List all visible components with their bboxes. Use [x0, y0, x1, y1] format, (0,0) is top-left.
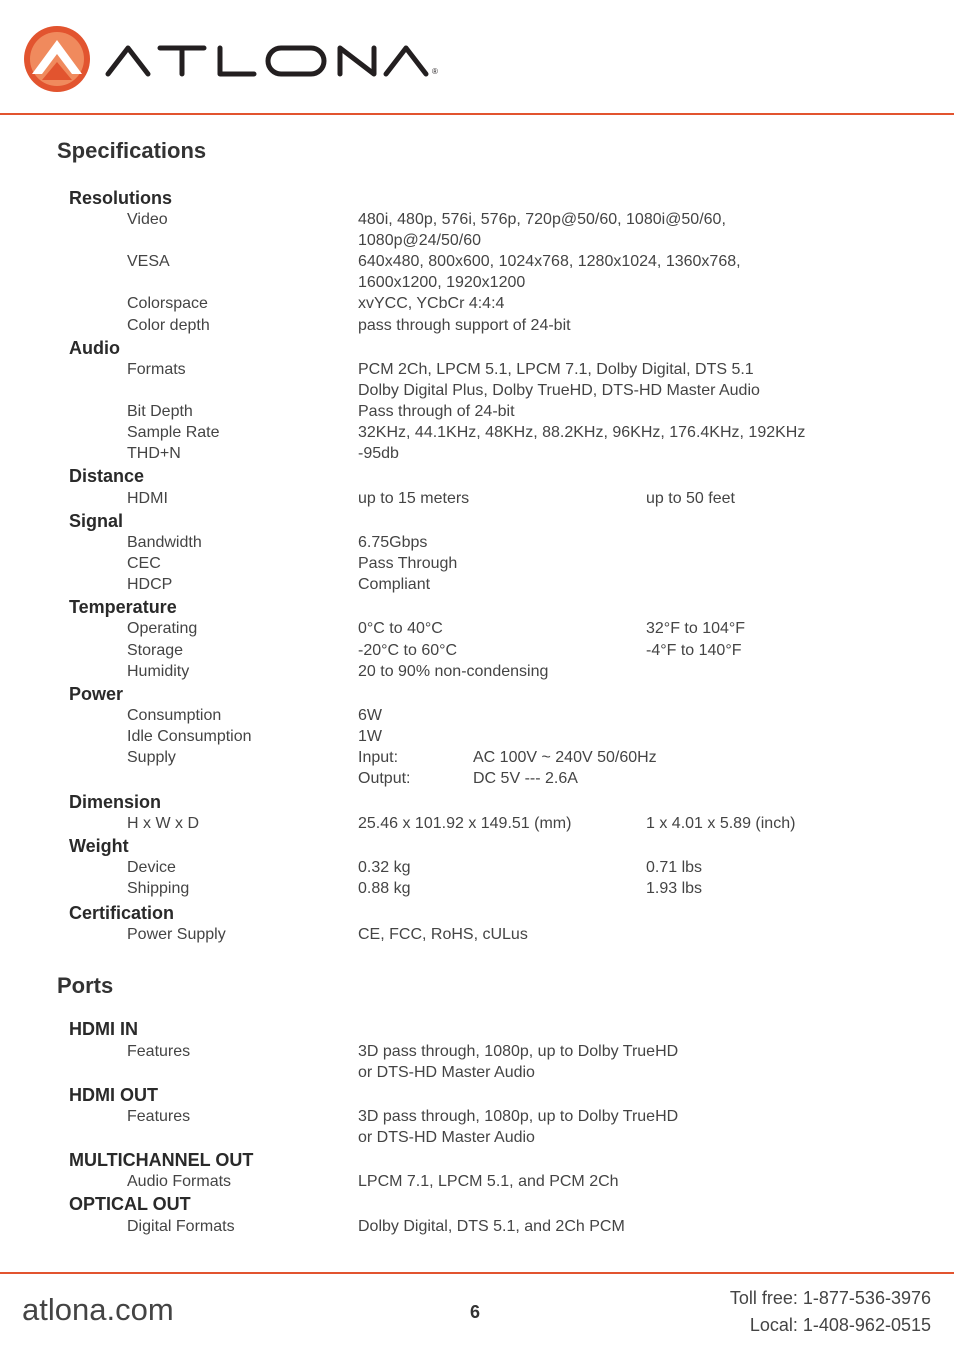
formats-label: Formats	[127, 361, 186, 378]
page-header	[0, 0, 954, 114]
video-value: 480i, 480p, 576i, 576p, 720p@50/60, 1080i@50/60,	[358, 211, 726, 228]
device-label: Device	[127, 859, 176, 876]
power-heading: Power	[69, 684, 124, 704]
cec-value: Pass Through	[358, 555, 458, 572]
ports-title: Ports	[57, 973, 114, 998]
page-number: 6	[470, 1302, 481, 1322]
bandwidth-label: Bandwidth	[127, 534, 202, 551]
temperature-heading: Temperature	[69, 597, 177, 617]
hdmi-out-features-value: 3D pass through, 1080p, up to Dolby TrueHD	[358, 1108, 679, 1125]
bitdepth-value: Pass through of 24-bit	[358, 403, 515, 420]
output-value: DC 5V --- 2.6A	[473, 770, 578, 787]
hdmi-in-heading: HDMI IN	[69, 1019, 138, 1039]
input-value: AC 100V ~ 240V 50/60Hz	[473, 749, 657, 766]
certification-heading: Certification	[69, 903, 175, 923]
thdn-label: THD+N	[127, 445, 181, 462]
power-supply-cert-label: Power Supply	[127, 926, 226, 943]
idle-consumption-label: Idle Consumption	[127, 728, 252, 745]
operating-fahrenheit: 32°F to 104°F	[646, 620, 746, 637]
local-phone: Local: 1-408-962-0515	[749, 1315, 931, 1335]
formats-value-cont: Dolby Digital Plus, Dolby TrueHD, DTS-HD Master Audio	[358, 382, 760, 399]
output-label: Output:	[358, 770, 411, 787]
colordepth-value: pass through support of 24-bit	[358, 317, 571, 334]
bandwidth-value: 6.75Gbps	[358, 534, 428, 551]
header-divider	[0, 113, 954, 115]
hdmi-distance-metric: up to 15 meters	[358, 490, 470, 507]
colordepth-label: Color depth	[127, 317, 210, 334]
storage-label: Storage	[127, 642, 184, 659]
formats-value: PCM 2Ch, LPCM 5.1, LPCM 7.1, Dolby Digital, DTS 5.1	[358, 361, 754, 378]
consumption-label: Consumption	[127, 707, 222, 724]
video-label: Video	[127, 211, 168, 228]
video-value-cont: 1080p@24/50/60	[358, 232, 482, 249]
atlona-wordmark	[104, 44, 444, 78]
hdmi-out-heading: HDMI OUT	[69, 1085, 158, 1105]
multichannel-out-heading: MULTICHANNEL OUT	[69, 1150, 254, 1170]
shipping-lbs: 1.93 lbs	[646, 880, 703, 897]
operating-celsius: 0°C to 40°C	[358, 620, 443, 637]
footer-divider	[0, 1272, 954, 1274]
distance-heading: Distance	[69, 466, 145, 486]
input-label: Input:	[358, 749, 399, 766]
humidity-value: 20 to 90% non-condensing	[358, 663, 549, 680]
colorspace-label: Colorspace	[127, 295, 208, 312]
signal-heading: Signal	[69, 511, 124, 531]
hdmi-in-features-value: 3D pass through, 1080p, up to Dolby TrueHD	[358, 1043, 679, 1060]
power-supply-cert-value: CE, FCC, RoHS, cULus	[358, 926, 528, 943]
hdmi-distance-label: HDMI	[127, 490, 168, 507]
optical-out-heading: OPTICAL OUT	[69, 1194, 191, 1214]
colorspace-value: xvYCC, YCbCr 4:4:4	[358, 295, 505, 312]
vesa-value: 640x480, 800x600, 1024x768, 1280x1024, 1360x768,	[358, 253, 741, 270]
humidity-label: Humidity	[127, 663, 190, 680]
supply-label: Supply	[127, 749, 176, 766]
storage-celsius: -20°C to 60°C	[358, 642, 458, 659]
hdmi-distance-imperial: up to 50 feet	[646, 490, 735, 507]
consumption-value: 6W	[358, 707, 382, 724]
operating-label: Operating	[127, 620, 198, 637]
hdcp-value: Compliant	[358, 576, 431, 593]
digital-formats-label: Digital Formats	[127, 1218, 235, 1235]
digital-formats-value: Dolby Digital, DTS 5.1, and 2Ch PCM	[358, 1218, 625, 1235]
hwd-inch: 1 x 4.01 x 5.89 (inch)	[646, 815, 796, 832]
hwd-mm: 25.46 x 101.92 x 149.51 (mm)	[358, 815, 572, 832]
samplerate-label: Sample Rate	[127, 424, 220, 441]
footer-website[interactable]: atlona.com	[22, 1292, 174, 1327]
dimension-heading: Dimension	[69, 792, 162, 812]
shipping-kg: 0.88 kg	[358, 880, 411, 897]
toll-free-phone: Toll free: 1-877-536-3976	[729, 1288, 931, 1308]
atlona-logo-icon	[22, 24, 92, 94]
device-kg: 0.32 kg	[358, 859, 411, 876]
shipping-label: Shipping	[127, 880, 190, 897]
thdn-value: -95db	[358, 445, 399, 462]
idle-consumption-value: 1W	[358, 728, 382, 745]
vesa-value-cont: 1600x1200, 1920x1200	[358, 274, 526, 291]
svg-text:®: ®	[432, 67, 438, 76]
weight-heading: Weight	[69, 836, 129, 856]
hdmi-out-features-label: Features	[127, 1108, 191, 1125]
specifications-title: Specifications	[57, 138, 207, 163]
vesa-label: VESA	[127, 253, 170, 270]
bitdepth-label: Bit Depth	[127, 403, 193, 420]
hdmi-out-features-cont: or DTS-HD Master Audio	[358, 1129, 535, 1146]
storage-fahrenheit: -4°F to 140°F	[646, 642, 742, 659]
hdmi-in-features-cont: or DTS-HD Master Audio	[358, 1064, 535, 1081]
hdmi-in-features-label: Features	[127, 1043, 191, 1060]
samplerate-value: 32KHz, 44.1KHz, 48KHz, 88.2KHz, 96KHz, 176.4KHz, 192KHz	[358, 424, 806, 441]
hdcp-label: HDCP	[127, 576, 173, 593]
audio-formats-label: Audio Formats	[127, 1173, 232, 1190]
cec-label: CEC	[127, 555, 161, 572]
hwd-label: H x W x D	[127, 815, 199, 832]
resolutions-heading: Resolutions	[69, 188, 173, 208]
audio-heading: Audio	[69, 338, 120, 358]
audio-formats-value: LPCM 7.1, LPCM 5.1, and PCM 2Ch	[358, 1173, 619, 1190]
device-lbs: 0.71 lbs	[646, 859, 703, 876]
